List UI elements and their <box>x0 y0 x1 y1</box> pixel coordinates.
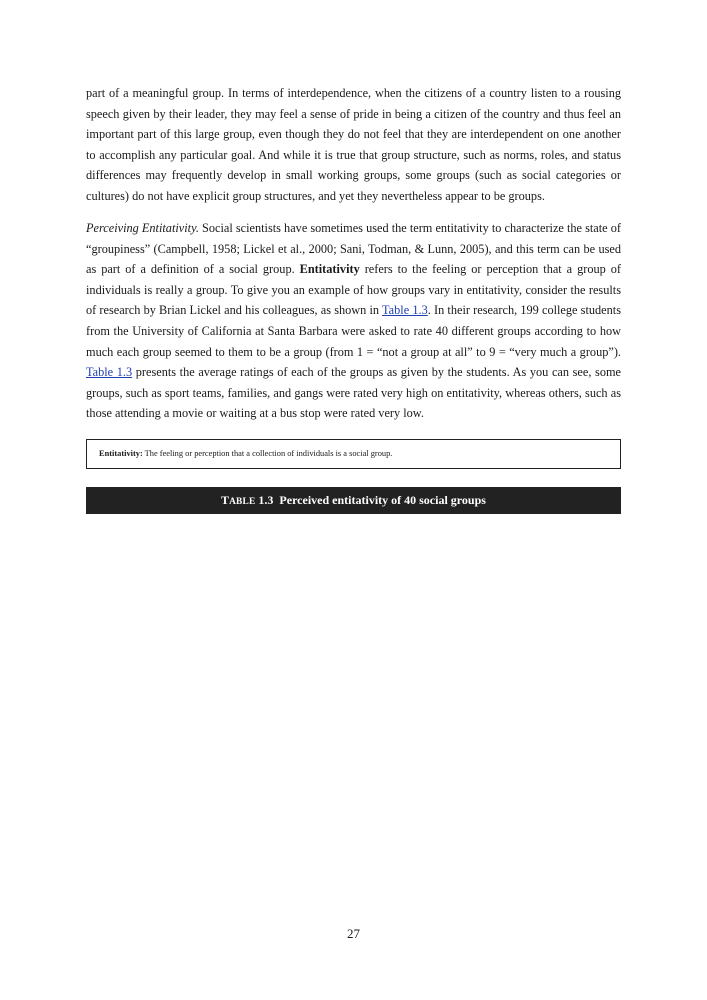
paragraph-text: . In their research, 199 college students from the University of California at Santa Barbara were asked to rate 40 different groups according to how much each group seemed to them to be a group (from 1 = “not a group at all” to 9 = “very much a group”). <box>86 303 621 359</box>
key-term: Entitativity <box>299 262 360 277</box>
caption-initial: T <box>221 493 230 507</box>
paragraph-text: Social scientists have sometimes used the term entitativity to characterize the state of “groupiness” (Campbell, 1958; Lickel et al., 2000; Sani, Todman, & Lunn, 2005), and this term can be used as part of a definition of a social group. <box>86 221 621 277</box>
definition-term: Entitativity: <box>99 449 143 458</box>
definition-text: The feeling or perception that a collection of individuals is a social group. <box>142 449 393 458</box>
table-caption-bar <box>86 487 621 514</box>
caption-small-caps: ABLE <box>229 497 256 507</box>
paragraph-text: presents the average ratings of each of the groups as given by the students. As you can see, some groups, such as sport teams, families, and gangs were rated very high on entitativity, whereas others, such as those attending a movie or waiting at a bus stop were rated very low. <box>86 365 621 421</box>
section-heading-inline: Perceiving Entitativity. <box>86 221 199 235</box>
body-paragraph-1: part of a meaningful group. In terms of interdependence, when the citizens of a country listen to a rousing speech given by their leader, they may feel a sense of pride in being a citizen of the country and thus feel an important part of this large group, even though they do not feel that they are interdependent on one another to accomplish any particular goal. And while it is true that group structure, such as norms, roles, and status differences may frequently develop in small working groups, some groups (such as social categories or cultures) do not have explicit group structures, and yet they nevertheless appear to be groups. <box>86 86 621 203</box>
table-link[interactable]: Table 1.3 <box>86 365 133 380</box>
table-link[interactable]: Table 1.3 <box>382 303 428 318</box>
page-number: 27 <box>347 926 360 941</box>
body-paragraph-2 <box>86 218 621 424</box>
paragraph-text: refers to the feeling or perception that a group of individuals is really a group. To give you an example of how groups vary in entitativity, consider the results of research by Brian Lickel and his colleagues, as shown in <box>86 262 621 318</box>
definition-box <box>86 439 621 469</box>
caption-title: 1.3 Perceived entitativity of 40 social groups <box>255 493 486 507</box>
